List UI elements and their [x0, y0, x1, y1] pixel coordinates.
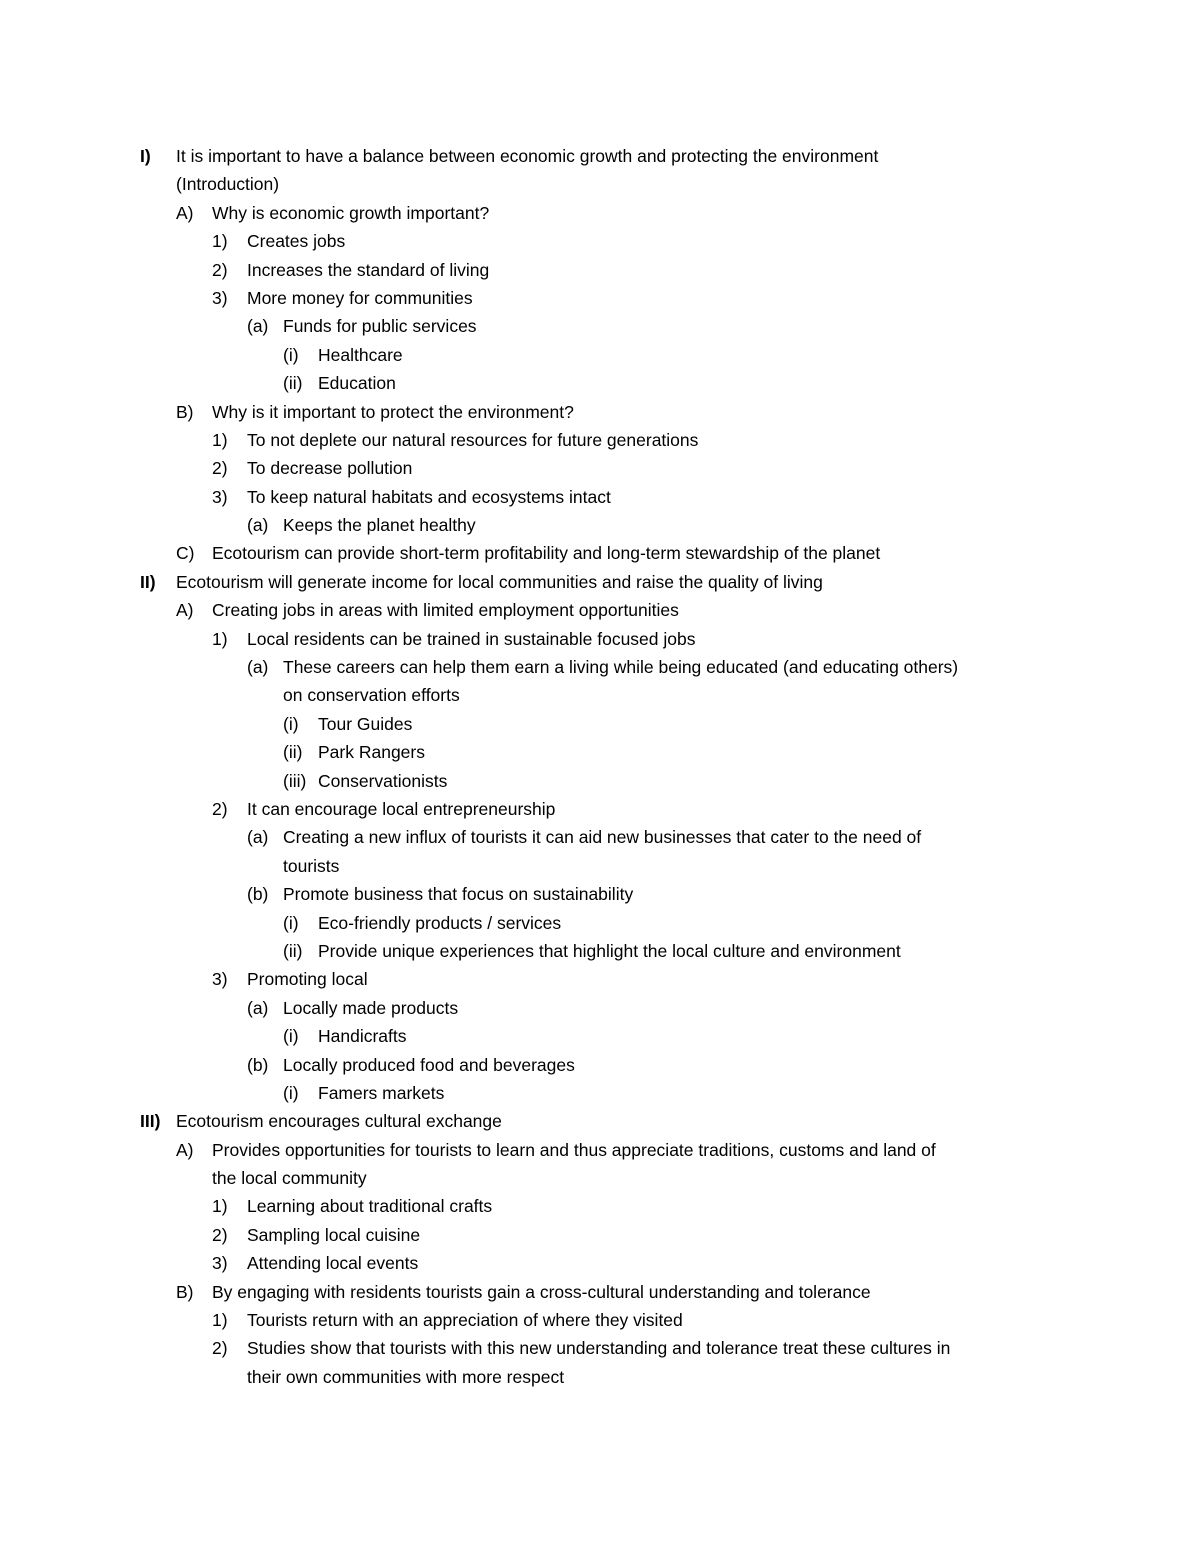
outline-item-text: Creating a new influx of tourists it can aid new businesses that cater to the need of — [283, 827, 922, 848]
outline-item-text: To not deplete our natural resources for future generations — [247, 429, 699, 450]
outline-item-marker: (a) — [247, 657, 269, 678]
outline-item-marker: A) — [176, 1139, 194, 1160]
outline-item-text: Locally produced food and beverages — [283, 1054, 575, 1075]
outline-item-marker: C) — [176, 543, 195, 564]
outline-item — [0, 738, 1200, 766]
outline-item-marker: 1) — [212, 628, 228, 649]
outline-item-text: Park Rangers — [318, 742, 425, 763]
outline-item-text: Conservationists — [318, 770, 448, 791]
outline-item-marker: (a) — [247, 997, 269, 1018]
outline-item — [0, 1363, 1200, 1391]
outline-item-text: Ecotourism can provide short-term profitability and long-term stewardship of the planet — [212, 543, 881, 564]
outline-item-text: Learning about traditional crafts — [247, 1196, 493, 1217]
outline-item — [0, 1249, 1200, 1277]
outline-item-text: Creates jobs — [247, 231, 346, 252]
outline-item — [0, 1278, 1200, 1306]
outline-item-marker: (ii) — [283, 373, 303, 394]
outline-item-marker: I) — [140, 146, 151, 166]
outline-item — [0, 767, 1200, 795]
outline-item-marker: (b) — [247, 1054, 269, 1075]
outline-item-text: Ecotourism encourages cultural exchange — [176, 1111, 502, 1132]
outline-item — [0, 965, 1200, 993]
outline-item-text: Local residents can be trained in sustainable focused jobs — [247, 628, 696, 649]
outline-item — [0, 199, 1200, 227]
outline-item — [0, 1079, 1200, 1107]
outline-item-text: Attending local events — [247, 1253, 419, 1274]
outline-item — [0, 398, 1200, 426]
outline-item-marker: (i) — [283, 1082, 299, 1103]
outline-item — [0, 341, 1200, 369]
outline-item — [0, 596, 1200, 624]
outline-item — [0, 795, 1200, 823]
outline-item — [0, 539, 1200, 567]
outline-item-marker: 3) — [212, 1253, 228, 1274]
outline-item-marker: B) — [176, 401, 194, 422]
outline-item-text: Promote business that focus on sustainability — [283, 884, 634, 905]
outline-item-marker: B) — [176, 1281, 194, 1302]
outline-item-text: Studies show that tourists with this new understanding and tolerance treat these cultures in — [247, 1338, 951, 1359]
outline-item — [0, 852, 1200, 880]
outline-item — [0, 170, 1200, 198]
outline-item — [0, 426, 1200, 454]
outline-item-text: tourists — [283, 855, 340, 876]
outline-item — [0, 1164, 1200, 1192]
outline-item-marker: (ii) — [283, 742, 303, 763]
outline-item — [0, 142, 1200, 170]
outline-item — [0, 511, 1200, 539]
outline-item-text: Provide unique experiences that highlight the local culture and environment — [318, 940, 901, 961]
outline-item-text: Creating jobs in areas with limited employment opportunities — [212, 600, 679, 621]
outline-item — [0, 568, 1200, 596]
outline-item — [0, 994, 1200, 1022]
outline-item-text: These careers can help them earn a living while being educated (and educating others) — [283, 657, 959, 678]
outline-item — [0, 312, 1200, 340]
outline-item-marker: II) — [140, 571, 156, 592]
outline-item — [0, 653, 1200, 681]
outline-item-text: Provides opportunities for tourists to learn and thus appreciate traditions, customs and land of — [212, 1139, 936, 1160]
outline-item — [0, 1334, 1200, 1362]
outline-item-text: on conservation efforts — [283, 685, 460, 706]
outline-item-text: It is important to have a balance between economic growth and protecting the environment — [176, 146, 879, 166]
outline-item — [0, 1022, 1200, 1050]
outline-item-marker: (ii) — [283, 940, 303, 961]
outline-item-text: Promoting local — [247, 969, 368, 990]
outline-item-text: To keep natural habitats and ecosystems intact — [247, 486, 611, 507]
outline-item-text: Increases the standard of living — [247, 259, 490, 280]
outline-item — [0, 681, 1200, 709]
outline-item-text: Ecotourism will generate income for local communities and raise the quality of living — [176, 571, 823, 592]
outline-list — [0, 142, 1200, 1391]
outline-item — [0, 227, 1200, 255]
outline-item — [0, 256, 1200, 284]
outline-item-text: It can encourage local entrepreneurship — [247, 798, 556, 819]
outline-item-marker: (a) — [247, 515, 269, 536]
outline-item-marker: (iii) — [283, 770, 307, 791]
outline-item — [0, 937, 1200, 965]
outline-item-marker: III) — [140, 1111, 161, 1132]
outline-item-text: Locally made products — [283, 997, 459, 1018]
outline-item-marker: (i) — [283, 713, 299, 734]
outline-item-text: Why is economic growth important? — [212, 202, 490, 223]
outline-item-marker: A) — [176, 600, 194, 621]
outline-item — [0, 1192, 1200, 1220]
outline-item-marker: (b) — [247, 884, 269, 905]
outline-item — [0, 880, 1200, 908]
outline-item — [0, 1221, 1200, 1249]
outline-item — [0, 483, 1200, 511]
outline-item-marker: 2) — [212, 259, 228, 280]
outline-item-marker: 3) — [212, 969, 228, 990]
outline-item-text: their own communities with more respect — [247, 1366, 565, 1387]
outline-item — [0, 1306, 1200, 1334]
outline-item-marker: 1) — [212, 231, 228, 252]
outline-item-marker: 1) — [212, 1310, 228, 1331]
outline-item-marker: 2) — [212, 798, 228, 819]
outline-item — [0, 1136, 1200, 1164]
outline-item-text: Keeps the planet healthy — [283, 515, 476, 536]
outline-item — [0, 454, 1200, 482]
outline-item-marker: 3) — [212, 287, 228, 308]
outline-item-marker: A) — [176, 202, 194, 223]
outline-item — [0, 625, 1200, 653]
outline-item-marker: 1) — [212, 1196, 228, 1217]
outline-item-marker: 2) — [212, 1224, 228, 1245]
outline-item-text: Sampling local cuisine — [247, 1224, 421, 1245]
outline-item-marker: 2) — [212, 1338, 228, 1359]
outline-item-marker: (i) — [283, 1026, 299, 1047]
outline-item-marker: (a) — [247, 316, 269, 337]
outline-item-marker: 1) — [212, 429, 228, 450]
outline-item — [0, 284, 1200, 312]
outline-item-text: More money for communities — [247, 287, 473, 308]
outline-item — [0, 909, 1200, 937]
outline-item-text: the local community — [212, 1168, 367, 1189]
outline-item-text: Education — [318, 373, 396, 394]
outline-item-marker: (a) — [247, 827, 269, 848]
outline-item-text: To decrease pollution — [247, 458, 413, 479]
outline-item-text: (Introduction) — [176, 174, 280, 195]
outline-item — [0, 1051, 1200, 1079]
outline-item-text: Why is it important to protect the environment? — [212, 401, 574, 422]
outline-item-text: Handicrafts — [318, 1026, 407, 1047]
outline-item-text: Funds for public services — [283, 316, 477, 337]
outline-item-text: By engaging with residents tourists gain a cross-cultural understanding and tolerance — [212, 1281, 871, 1302]
outline-item-marker: 2) — [212, 458, 228, 479]
outline-item — [0, 710, 1200, 738]
outline-item — [0, 823, 1200, 851]
outline-item-text: Eco-friendly products / services — [318, 912, 562, 933]
outline-item-text: Tour Guides — [318, 713, 413, 734]
outline-item-text: Tourists return with an appreciation of where they visited — [247, 1310, 683, 1331]
outline-item-marker: (i) — [283, 344, 299, 365]
outline-item-marker: (i) — [283, 912, 299, 933]
outline-item — [0, 369, 1200, 397]
outline-item — [0, 1107, 1200, 1135]
outline-item-marker: 3) — [212, 486, 228, 507]
outline-item-text: Famers markets — [318, 1082, 445, 1103]
outline-item-text: Healthcare — [318, 344, 403, 365]
